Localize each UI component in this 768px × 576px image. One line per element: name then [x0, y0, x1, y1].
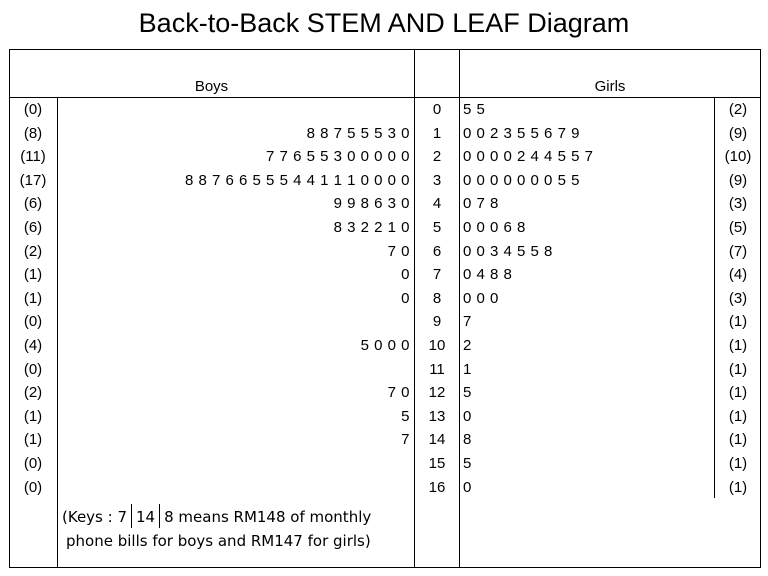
boys-count-cell: (11): [20, 148, 46, 166]
stem-cell: 2: [432, 148, 442, 166]
boys-count-cell: (0): [23, 313, 43, 331]
girls-leaves-cell: 7: [463, 313, 472, 331]
girls-leaves-cell: 0 4 8 8: [463, 266, 513, 284]
key-divider-right: [159, 504, 160, 528]
boys-leaves-cell: 5: [401, 407, 410, 425]
frame-top-border: [9, 49, 761, 50]
boys-count-cell: (6): [23, 219, 43, 236]
boys-count-cell: (1): [23, 266, 43, 284]
boys-leaves-cell: 7 0: [387, 384, 410, 402]
table-row: [0, 381, 768, 405]
girls-count-cell: (2): [728, 101, 748, 118]
girls-count-cell: (3): [728, 195, 748, 213]
table-row: [0, 405, 768, 429]
boys-leaves-cell: 8 3 2 2 1 0: [333, 219, 410, 236]
stem-cell: 12: [428, 384, 446, 402]
table-row: [0, 98, 768, 122]
key-stem: 14: [136, 508, 156, 526]
girls-leaves-cell: 2: [463, 337, 472, 354]
girls-count-cell: (1): [728, 337, 748, 354]
girls-leaves-cell: 0: [463, 478, 472, 496]
boys-leaves-cell: 7: [401, 431, 410, 449]
girls-leaves-cell: 0: [463, 407, 472, 425]
boys-leaves-cell: 9 9 8 6 3 0: [333, 195, 410, 213]
girls-leaves-cell: 0 7 8: [463, 195, 499, 213]
girls-count-cell: (1): [728, 455, 748, 472]
stem-cell: 10: [428, 337, 446, 354]
stem-cell: 15: [428, 455, 446, 472]
girls-count-cell: (1): [728, 313, 748, 331]
stem-cell: 7: [432, 266, 442, 284]
girls-leaves-cell: 1: [463, 360, 472, 378]
table-row: [0, 452, 768, 476]
girls-leaves-cell: 0 0 0: [463, 289, 499, 307]
boys-count-cell: (0): [23, 478, 43, 496]
boys-count-cell: (1): [23, 289, 43, 307]
girls-leaves-cell: 0 0 2 3 5 5 6 7 9: [463, 124, 580, 142]
key-suffix: 8 means RM148 of monthly: [164, 508, 372, 526]
stem-cell: 0: [432, 101, 442, 118]
stem-cell: 6: [432, 242, 442, 260]
boys-count-cell: (17): [19, 171, 47, 189]
table-row: [0, 192, 768, 216]
table-row: [0, 358, 768, 382]
stem-cell: 11: [429, 360, 445, 378]
girls-leaves-cell: 0 0 0 0 0 0 0 5 5: [463, 171, 580, 189]
table-row: [0, 122, 768, 146]
girls-count-cell: (9): [728, 124, 748, 142]
stem-cell: 13: [428, 407, 446, 425]
stem-cell: 5: [432, 219, 442, 236]
stem-cell: 3: [432, 171, 442, 189]
boys-leaves-cell: 0: [401, 266, 410, 284]
girls-leaves-cell: 5: [463, 455, 472, 472]
stem-cell: 1: [432, 124, 442, 142]
boys-leaves-cell: 5 0 0 0: [360, 337, 410, 354]
girls-count-cell: (5): [728, 219, 748, 236]
stem-cell: 14: [428, 431, 446, 449]
girls-count-cell: (9): [728, 171, 748, 189]
table-row: [0, 169, 768, 193]
key-note-line2: phone bills for boys and RM147 for girls): [66, 532, 371, 550]
girls-count-cell: (10): [724, 148, 752, 166]
boys-header: Boys: [194, 78, 229, 95]
girls-count-cell: (3): [728, 289, 748, 307]
key-prefix: (Keys : 7: [62, 508, 127, 526]
table-row: [0, 240, 768, 264]
stem-cell: 8: [432, 289, 442, 307]
boys-leaves-cell: 8 8 7 6 6 5 5 5 4 4 1 1 1 0 0 0 0: [185, 171, 410, 189]
boys-count-cell: (8): [23, 124, 43, 142]
boys-leaves-cell: 7 0: [387, 242, 410, 260]
boys-count-cell: (6): [23, 195, 43, 213]
boys-count-cell: (2): [23, 384, 43, 402]
girls-leaves-cell: 0 0 0 6 8: [463, 219, 526, 236]
table-row: [0, 216, 768, 240]
stem-cell: 16: [428, 478, 446, 496]
boys-count-cell: (0): [23, 360, 43, 378]
table-row: [0, 476, 768, 500]
stem-cell: 4: [432, 195, 442, 213]
boys-count-cell: (1): [23, 407, 43, 425]
girls-count-cell: (1): [728, 384, 748, 402]
girls-count-cell: (4): [728, 266, 748, 284]
key-note: [62, 507, 371, 528]
boys-count-cell: (0): [23, 101, 43, 118]
boys-count-cell: (2): [23, 242, 43, 260]
frame-bottom-border: [9, 567, 761, 568]
boys-leaves-cell: 8 8 7 5 5 5 3 0: [306, 124, 410, 142]
girls-leaves-cell: 0 0 3 4 5 5 8: [463, 242, 553, 260]
table-row: [0, 263, 768, 287]
girls-leaves-cell: 0 0 0 0 2 4 4 5 5 7: [463, 148, 594, 166]
girls-count-cell: (7): [728, 242, 748, 260]
diagram-title: Back-to-Back STEM AND LEAF Diagram: [138, 8, 630, 38]
girls-leaves-cell: 5 5: [463, 101, 486, 118]
boys-count-cell: (1): [23, 431, 43, 449]
table-row: [0, 428, 768, 452]
girls-count-cell: (1): [728, 478, 748, 496]
key-divider-left: [131, 504, 132, 528]
girls-leaves-cell: 5: [463, 384, 472, 402]
table-row: [0, 334, 768, 358]
girls-count-cell: (1): [728, 431, 748, 449]
boys-count-cell: (4): [23, 337, 43, 354]
boys-leaves-cell: 0: [401, 289, 410, 307]
girls-leaves-cell: 8: [463, 431, 472, 449]
stem-cell: 9: [432, 313, 442, 331]
boys-count-cell: (0): [23, 455, 43, 472]
boys-leaves-cell: 7 7 6 5 5 3 0 0 0 0 0: [266, 148, 410, 166]
table-row: [0, 310, 768, 334]
girls-count-cell: (1): [728, 360, 748, 378]
table-row: [0, 145, 768, 169]
girls-count-cell: (1): [728, 407, 748, 425]
table-row: [0, 287, 768, 311]
girls-header: Girls: [594, 78, 626, 95]
